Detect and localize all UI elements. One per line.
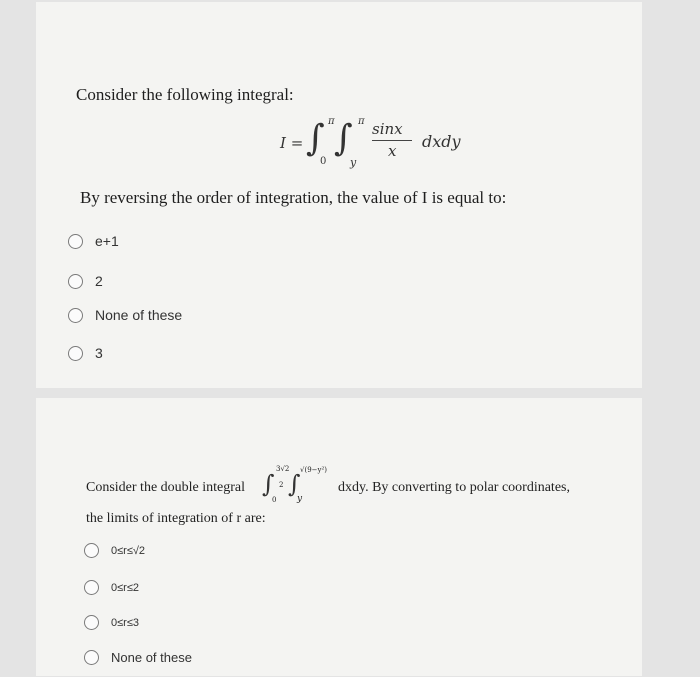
radio-button[interactable] [68,234,83,249]
formula-lhs: I = [280,134,304,152]
integral-sign-outer: ∫ [262,470,275,498]
option-label: 2 [95,273,103,289]
radio-button[interactable] [84,580,99,595]
option-label: None of these [111,650,192,665]
prompt-start: Consider the double integral [86,480,246,495]
option-label: 0≤r≤√2 [111,544,146,557]
question-prompt: Consider the following integral: [76,85,294,104]
option-3[interactable] [68,345,103,361]
radio-button[interactable] [84,615,99,630]
outer-lower-limit: 0 [320,156,327,167]
option-label: 0≤r≤2 [111,581,139,594]
outer-lower-limit: 0 [272,496,277,504]
outer-upper-limit: π [328,116,335,127]
outer-upper-limit: 3√2 [276,465,290,473]
inner-lower-limit: y [297,494,303,504]
question-card-1 [36,2,642,388]
inner-upper-limit: √(9−y²) [300,466,328,474]
prompt-end: dxdy. By converting to polar coordinates, [338,480,570,495]
integral-sign-inner: ∫ [288,470,301,498]
outer-upper-limit-den: 2 [279,481,284,489]
option-r-le-sqrt2[interactable] [84,543,145,558]
fraction-denominator: x [388,142,397,160]
option-2[interactable] [68,273,103,289]
radio-button[interactable] [68,346,83,361]
integral-sign-inner: ∫ [334,118,353,159]
integral-sign-outer: ∫ [306,118,325,159]
option-label: 0≤r≤3 [111,616,139,629]
option-label: 3 [95,345,103,361]
question-prompt-line-1 [86,460,646,512]
radio-button[interactable] [68,308,83,323]
option-none-of-these[interactable] [84,650,192,665]
fraction-numerator: sinx [372,120,403,138]
option-r-le-2[interactable] [84,580,139,595]
integral-formula [276,114,516,174]
question-card-2 [36,398,642,676]
radio-button[interactable] [84,543,99,558]
question-instruction: By reversing the order of integration, the value of I is equal to: [80,188,507,207]
radio-button[interactable] [68,274,83,289]
inner-upper-limit: π [358,116,365,127]
option-label: e+1 [95,233,119,249]
option-label: None of these [95,307,183,323]
fraction-bar [372,140,412,141]
radio-button[interactable] [84,650,99,665]
differentials: dxdy [422,132,461,151]
option-r-le-3[interactable] [84,615,139,630]
option-e-plus-1[interactable] [68,233,119,249]
inner-lower-limit: y [350,156,357,169]
question-prompt-line-2: the limits of integration of r are: [86,511,266,526]
option-none-of-these[interactable] [68,307,182,323]
